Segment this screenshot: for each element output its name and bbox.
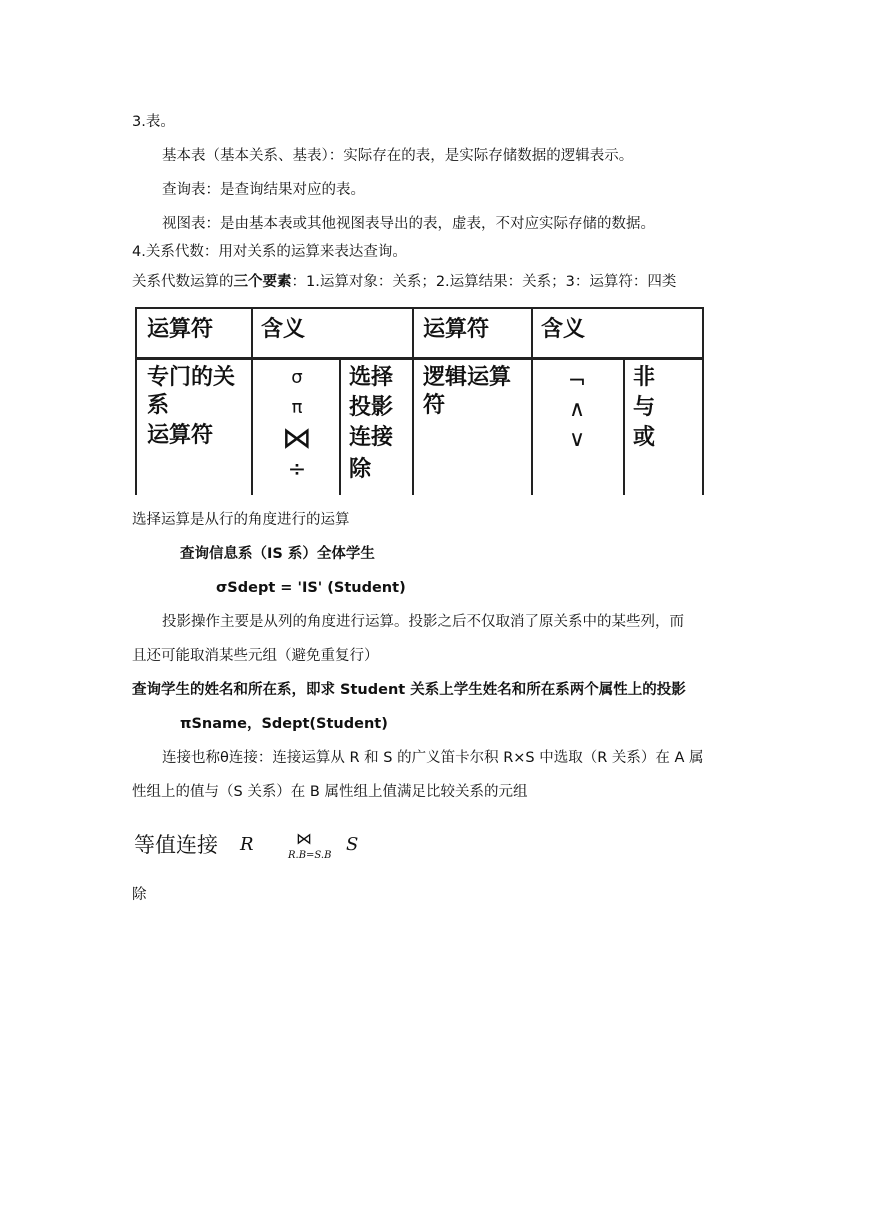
heading-relational-algebra: 4.关系代数：用对关系的运算来表达查询。 bbox=[132, 244, 407, 260]
table-divider-3 bbox=[531, 309, 533, 495]
header-operator-1: 运算符 bbox=[147, 317, 214, 342]
table-divider-2 bbox=[412, 309, 414, 495]
para-three-elements bbox=[132, 272, 676, 292]
example-select-title: 查询信息系（IS 系）全体学生 bbox=[180, 546, 375, 562]
or-symbol: ∨ bbox=[568, 427, 586, 452]
heading-division: 除 bbox=[132, 887, 147, 903]
and-symbol: ∧ bbox=[568, 397, 586, 422]
equijoin-label: 等值连接 bbox=[134, 833, 218, 857]
meaning-join: 连接 bbox=[349, 425, 394, 450]
division-symbol: ÷ bbox=[287, 457, 307, 482]
heading-tables: 3.表。 bbox=[132, 114, 175, 130]
table-header-rule bbox=[137, 357, 702, 360]
para-join-1: 连接也称θ连接：连接运算从 R 和 S 的广义笛卡尔积 R×S 中选取（R 关系）在 A 属 bbox=[162, 750, 704, 766]
para-three-elements-post: ：1.运算对象：关系；2.运算结果：关系；3：运算符：四类 bbox=[291, 274, 677, 290]
meaning-divide: 除 bbox=[349, 457, 372, 482]
para-projection-2: 且还可能取消某些元组（避免重复行） bbox=[132, 648, 379, 664]
table-divider-5 bbox=[623, 359, 625, 495]
cell-special-ops-line3: 运算符 bbox=[147, 423, 214, 448]
header-meaning-1: 含义 bbox=[261, 317, 306, 342]
formula-r: R bbox=[240, 834, 254, 855]
formula-s: S bbox=[346, 834, 359, 855]
formula-join-symbol: ⋈ bbox=[296, 829, 312, 848]
example-project-title: 查询学生的姓名和所在系，即求 Student 关系上学生姓名和所在系两个属性上的投影 bbox=[132, 682, 686, 698]
operator-table bbox=[135, 307, 704, 495]
meaning-select: 选择 bbox=[349, 365, 394, 390]
cell-logic-ops-line1: 逻辑运算 bbox=[423, 365, 512, 390]
para-three-elements-bold: 三个要素 bbox=[233, 274, 292, 290]
header-operator-2: 运算符 bbox=[423, 317, 490, 342]
meaning-project: 投影 bbox=[349, 395, 394, 420]
meaning-and: 与 bbox=[633, 395, 656, 420]
example-select-expr: σSdept = 'IS' (Student) bbox=[216, 580, 406, 596]
para-projection-1: 投影操作主要是从列的角度进行运算。投影之后不仅取消了原关系中的某些列，而 bbox=[162, 614, 684, 630]
example-project-expr: πSname，Sdept(Student) bbox=[180, 716, 388, 732]
cell-logic-ops-line2: 符 bbox=[423, 393, 446, 418]
para-join-2: 性组上的值与（S 关系）在 B 属性组上值满足比较关系的元组 bbox=[132, 784, 528, 800]
join-symbol: ⋈ bbox=[282, 421, 312, 456]
meaning-or: 或 bbox=[633, 425, 656, 450]
header-meaning-2: 含义 bbox=[541, 317, 586, 342]
formula-condition: R.B=S.B bbox=[288, 850, 332, 861]
para-view-table: 视图表：是由基本表或其他视图表导出的表，虚表，不对应实际存储的数据。 bbox=[162, 216, 655, 232]
pi-symbol: π bbox=[291, 397, 303, 418]
cell-special-ops-line1: 专门的关 bbox=[147, 365, 236, 390]
table-divider-1 bbox=[251, 309, 253, 495]
sigma-symbol: σ bbox=[291, 367, 303, 388]
meaning-not: 非 bbox=[633, 365, 656, 390]
table-divider-4 bbox=[339, 359, 341, 495]
para-three-elements-pre: 关系代数运算的 bbox=[132, 274, 234, 290]
para-query-table: 查询表：是查询结果对应的表。 bbox=[162, 182, 365, 198]
para-select-row: 选择运算是从行的角度进行的运算 bbox=[132, 512, 350, 528]
not-symbol: ¬ bbox=[567, 369, 587, 394]
para-base-table: 基本表（基本关系、基表）：实际存在的表，是实际存储数据的逻辑表示。 bbox=[162, 148, 634, 164]
cell-special-ops-line2: 系 bbox=[147, 393, 170, 418]
